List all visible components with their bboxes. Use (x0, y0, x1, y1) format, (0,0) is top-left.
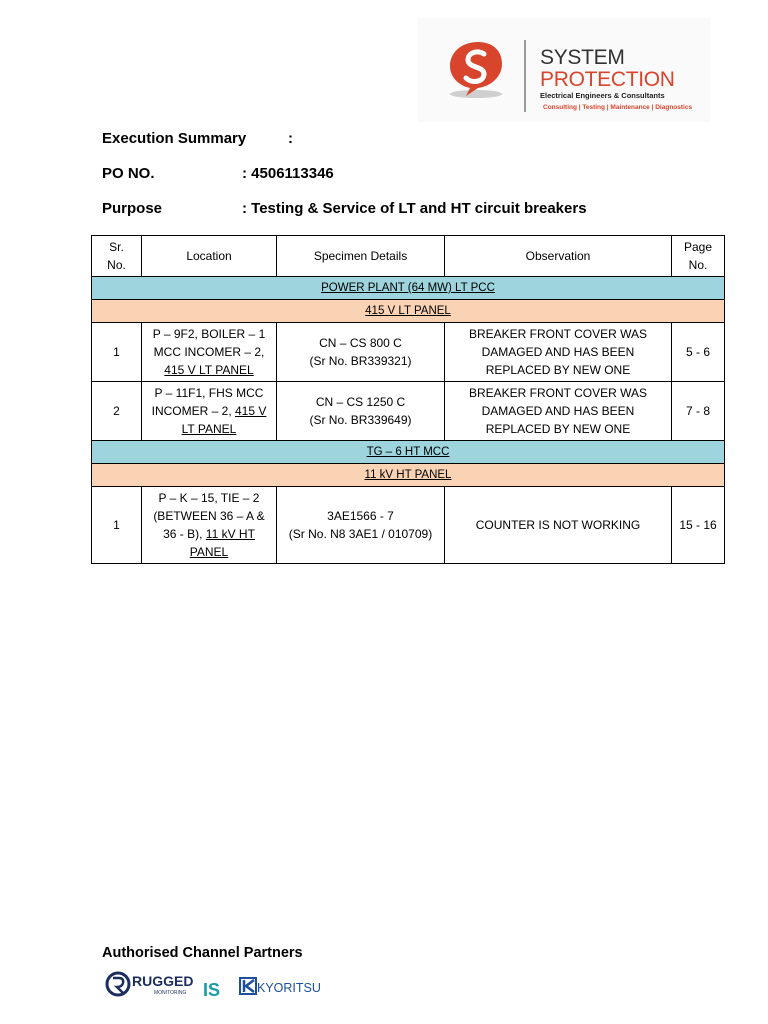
cell-page: 15 - 16 (672, 487, 725, 564)
po-label: PO NO. (102, 165, 155, 182)
subsection-title: 415 V LT PANEL (92, 300, 725, 323)
cell-page: 7 - 8 (672, 382, 725, 441)
col-header-sr (92, 236, 142, 277)
subsection-title: 11 kV HT PANEL (92, 464, 725, 487)
specimen-serial: (Sr No. N8 3AE1 / 010709) (288, 527, 433, 541)
col-header-sr-line2: No. (107, 258, 126, 272)
cell-observation: BREAKER FRONT COVER WAS DAMAGED AND HAS BEEN REPLACED BY NEW ONE (445, 382, 672, 441)
col-header-page-line2: No. (688, 258, 708, 272)
specimen-serial: (Sr No. BR339649) (309, 413, 412, 427)
cell-page: 5 - 6 (672, 323, 725, 382)
cell-location (142, 382, 277, 441)
cell-location (142, 323, 277, 382)
col-header-specimen: Specimen Details (277, 236, 445, 277)
cell-specimen (277, 382, 445, 441)
table-row (92, 487, 725, 564)
col-header-page-line1: Page (683, 240, 713, 254)
location-panel: 415 V LT PANEL (164, 363, 254, 377)
system-protection-logo-icon (444, 38, 508, 102)
cell-sr: 1 (92, 487, 142, 564)
section-row (92, 441, 725, 464)
execution-summary-label: Execution Summary (102, 130, 247, 147)
col-header-sr-line1: Sr. (109, 240, 124, 254)
kyoritsu-logo-icon (240, 978, 321, 995)
channel-partners-title: Authorised Channel Partners (102, 945, 303, 961)
table-row (92, 382, 725, 441)
logo-tagline: Consulting | Testing | Maintenance | Diagnostics (543, 104, 693, 111)
purpose-value: : Testing & Service of LT and HT circuit breakers (242, 200, 587, 217)
specimen-serial: (Sr No. BR339321) (309, 354, 412, 368)
table-header-row (92, 236, 725, 277)
execution-summary-line (102, 130, 293, 147)
section-title: POWER PLANT (64 MW) LT PCC (92, 277, 725, 300)
col-header-location: Location (142, 236, 277, 277)
logo-line1: SYSTEM (540, 46, 625, 69)
col-header-page (672, 236, 725, 277)
cell-observation: COUNTER IS NOT WORKING (445, 487, 672, 564)
location-text: P – 9F2, BOILER – 1 MCC INCOMER – 2, (152, 327, 266, 359)
subsection-row (92, 464, 725, 487)
logo-divider (524, 40, 526, 112)
partner-rugged-sub: MONITORING (154, 990, 187, 996)
specimen-model: CN – CS 800 C (319, 336, 402, 350)
section-title: TG – 6 HT MCC (92, 441, 725, 464)
col-header-observation: Observation (445, 236, 672, 277)
cell-sr: 2 (92, 382, 142, 441)
logo-subtitle: Electrical Engineers & Consultants (540, 91, 665, 100)
cell-location (142, 487, 277, 564)
rugged-monitoring-logo-icon (107, 973, 193, 996)
execution-summary-colon: : (288, 130, 293, 147)
partner-logos (104, 966, 344, 1006)
cell-observation: BREAKER FRONT COVER WAS DAMAGED AND HAS BEEN REPLACED BY NEW ONE (445, 323, 672, 382)
execution-summary-table (91, 235, 725, 564)
location-panel: 11 kV HT PANEL (189, 527, 255, 559)
cell-sr: 1 (92, 323, 142, 382)
location-text: P – K – 15, TIE – 2 (BETWEEN 36 – A & 36 - B), (153, 491, 265, 541)
po-value: : 4506113346 (242, 165, 334, 182)
partner-kyoritsu: KYORITSU (257, 981, 321, 995)
company-logo (418, 18, 710, 122)
purpose-label: Purpose (102, 200, 163, 217)
cell-specimen (277, 323, 445, 382)
table-row (92, 323, 725, 382)
logo-line2: PROTECTION (540, 68, 675, 91)
specimen-model: CN – CS 1250 C (315, 395, 406, 409)
purpose-line (102, 200, 587, 217)
partner-is: IS (203, 980, 221, 1000)
partner-rugged: RUGGED (132, 973, 194, 989)
specimen-model: 3AE1566 - 7 (327, 509, 394, 523)
subsection-row (92, 300, 725, 323)
location-panel: 415 V LT PANEL (181, 404, 267, 436)
location-text: P – 11F1, FHS MCC INCOMER – 2, (151, 386, 264, 418)
po-number-line (102, 165, 334, 182)
cell-specimen (277, 487, 445, 564)
section-row (92, 277, 725, 300)
